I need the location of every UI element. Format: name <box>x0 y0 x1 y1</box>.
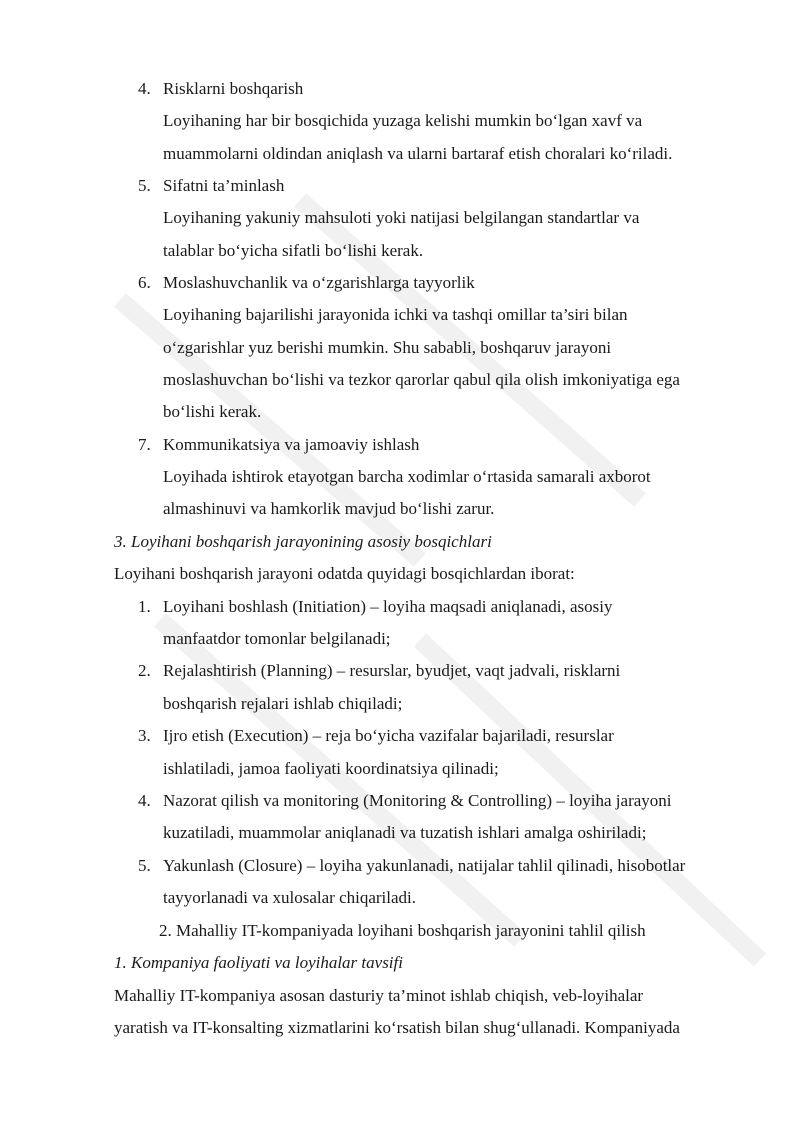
list-item-text: o‘zgarishlar yuz berishi mumkin. Shu sababli, boshqaruv jarayoni <box>163 338 612 357</box>
body-text-line: yaratish va IT-konsalting xizmatlarini ko‘rsatish bilan shug‘ullanadi. Kompaniyada <box>114 1018 680 1037</box>
list-item-text: Loyihaning yakuniy mahsuloti yoki natijasi belgilangan standartlar va <box>163 208 640 227</box>
section-heading: 3. Loyihani boshqarish jarayonining asosiy bosqichlari <box>114 532 492 551</box>
list-item-text: Yakunlash (Closure) – loyiha yakunlanadi, natijalar tahlil qilinadi, hisobotlar <box>163 856 686 875</box>
chapter-heading: 2. Mahalliy IT-kompaniyada loyihani boshqarish jarayonini tahlil qilish <box>159 921 646 940</box>
list-item-heading: Sifatni ta’minlash <box>163 176 285 195</box>
list-item-text: boshqarish rejalari ishlab chiqiladi; <box>163 694 403 713</box>
list-item-heading: Kommunikatsiya va jamoaviy ishlash <box>163 435 420 454</box>
list-item-text: kuzatiladi, muammolar aniqlanadi va tuzatish ishlari amalga oshiriladi; <box>163 823 647 842</box>
list-item-number: 4. <box>138 79 151 98</box>
list-item-text: ishlatiladi, jamoa faoliyati koordinatsiya qilinadi; <box>163 759 499 778</box>
list-item-text: Loyihaning bajarilishi jarayonida ichki va tashqi omillar ta’siri bilan <box>163 305 628 324</box>
list-item-number: 2. <box>138 661 151 680</box>
list-item-number: 6. <box>138 273 151 292</box>
list-item-number: 5. <box>138 856 151 875</box>
list-item-number: 5. <box>138 176 151 195</box>
body-text-line: Mahalliy IT-kompaniya asosan dasturiy ta’minot ishlab chiqish, veb-loyihalar <box>114 986 644 1005</box>
list-item-number: 4. <box>138 791 151 810</box>
list-item-text: Nazorat qilish va monitoring (Monitoring & Controlling) – loyiha jarayoni <box>163 791 672 810</box>
list-item-text: Ijro etish (Execution) – reja bo‘yicha vazifalar bajariladi, resurslar <box>163 726 614 745</box>
list-item-text: manfaatdor tomonlar belgilanadi; <box>163 629 391 648</box>
list-item-text: bo‘lishi kerak. <box>163 402 262 421</box>
list-item-heading: Moslashuvchanlik va o‘zgarishlarga tayyorlik <box>163 273 475 292</box>
list-item-text: moslashuvchan bo‘lishi va tezkor qarorlar qabul qila olish imkoniyatiga ega <box>163 370 680 389</box>
list-item-number: 3. <box>138 726 151 745</box>
list-item-number: 7. <box>138 435 151 454</box>
list-item-text: muammolarni oldindan aniqlash va ularni bartaraf etish choralari ko‘riladi. <box>163 144 673 163</box>
list-item-text: Rejalashtirish (Planning) – resurslar, byudjet, vaqt jadvali, risklarni <box>163 661 621 680</box>
list-item-number: 1. <box>138 597 151 616</box>
list-item-text: Loyihaning har bir bosqichida yuzaga kelishi mumkin bo‘lgan xavf va <box>163 111 643 130</box>
list-item-text: Loyihada ishtirok etayotgan barcha xodimlar o‘rtasida samarali axborot <box>163 467 651 486</box>
list-item-heading: Risklarni boshqarish <box>163 79 304 98</box>
list-item-text: almashinuvi va hamkorlik mavjud bo‘lishi zarur. <box>163 499 495 518</box>
section-intro: Loyihani boshqarish jarayoni odatda quyidagi bosqichlardan iborat: <box>114 564 575 583</box>
list-item-text: Loyihani boshlash (Initiation) – loyiha maqsadi aniqlanadi, asosiy <box>163 597 613 616</box>
subsection-heading: 1. Kompaniya faoliyati va loyihalar tavsifi <box>114 953 403 972</box>
list-item-text: talablar bo‘yicha sifatli bo‘lishi kerak. <box>163 241 424 260</box>
list-item-text: tayyorlanadi va xulosalar chiqariladi. <box>163 888 417 907</box>
